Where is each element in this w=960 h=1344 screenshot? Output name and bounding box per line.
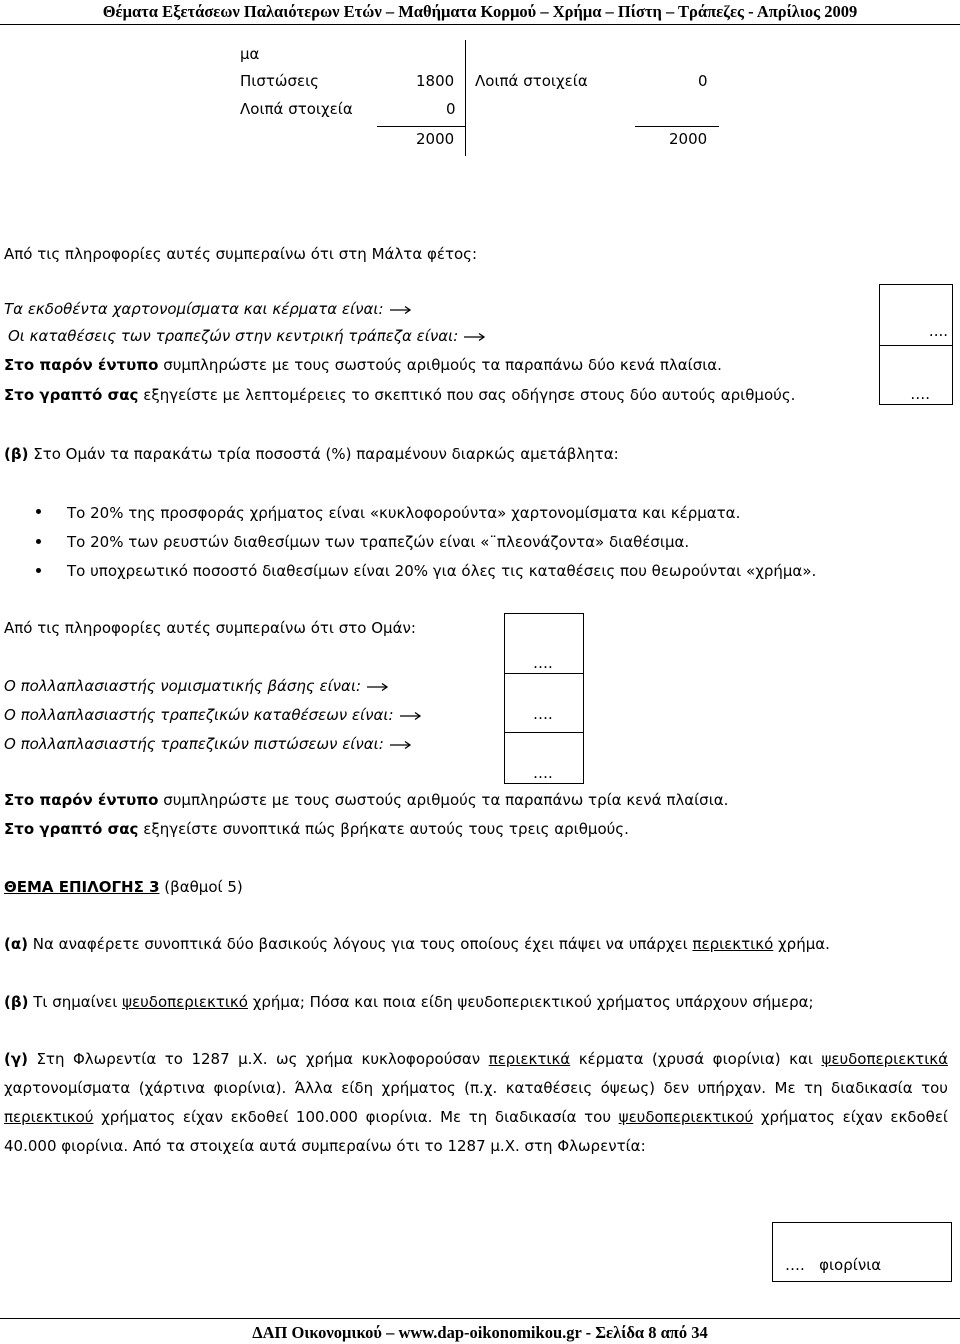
malta-q1-text: Τα εκδοθέντα χαρτονομίσματα και κέρματα είναι: <box>4 300 384 318</box>
theme-question-b <box>4 992 814 1012</box>
page-header: Θέματα Εξετάσεων Παλαιότερων Ετών – Μαθήματα Κορμού – Χρήμα – Πίστη – Τράπεζες - Απρίλιος 2009 <box>102 2 858 21</box>
florence-answer-box[interactable] <box>772 1222 952 1282</box>
q-underlined: ψευδοπεριεκτικό <box>122 993 248 1011</box>
malta-answer-box-2[interactable] <box>879 345 953 405</box>
oman-q1-text: Ο πολλαπλασιαστής νομισματικής βάσης είναι: <box>4 677 362 695</box>
theme-question-c-line-1 <box>4 1049 948 1069</box>
box-fill: …. φιορίνια <box>785 1256 882 1274</box>
oman-bullet-1: Το 20% της προσφοράς χρήματος είναι «κυκλοφορούντα» χαρτονομίσματα και κέρματα. <box>67 504 741 522</box>
theme-question-a <box>4 934 830 954</box>
q-underlined: περιεκτικού <box>4 1108 94 1126</box>
malta-answer-box-1[interactable] <box>879 284 953 346</box>
q-text: Τι σημαίνει <box>28 993 123 1011</box>
q-underlined: περιεκτικό <box>692 935 774 953</box>
oman-q3-text: Ο πολλαπλασιαστής τραπεζικών πιστώσεων είναι: <box>4 735 384 753</box>
q-underlined: περιεκτικά <box>488 1050 571 1068</box>
theme-question-c-line-3 <box>4 1107 948 1127</box>
taccount-left-total-rule <box>377 126 465 127</box>
instr-rest: συμπληρώστε με τους σωστούς αριθμούς τα παραπάνω δύο κενά πλαίσια. <box>158 356 722 374</box>
taccount-row1-left-value: 1800 <box>416 72 455 90</box>
item-label: (γ) <box>4 1050 28 1068</box>
item-label: (α) <box>4 935 29 953</box>
q-text: Να αναφέρετε συνοπτικά δύο βασικούς λόγους για τους οποίους έχει πάψει να υπάρχει <box>28 935 693 953</box>
item-label: (β) <box>4 993 29 1011</box>
right-arrow-icon <box>367 682 389 692</box>
oman-bullet-2: Το 20% των ρευστών διαθεσίμων των τραπεζών είναι «¨πλεονάζοντα» διαθέσιμα. <box>67 533 690 551</box>
malta-instruction-2 <box>4 385 795 405</box>
instr-rest: εξηγείστε με λεπτομέρειες το σκεπτικό που σας οδήγησε στους δύο αυτούς αριθμούς. <box>138 386 796 404</box>
oman-question-2 <box>4 705 422 725</box>
item-label: (β) <box>4 445 29 463</box>
box-fill: …. <box>533 654 553 672</box>
page-footer: ΔΑΠ Οικονομικού – www.dap-oikonomikou.gr - Σελίδα 8 από 34 <box>252 1323 708 1342</box>
taccount-total-left: 2000 <box>416 130 455 148</box>
bullet-icon <box>36 568 41 573</box>
taccount-row2-left-value: 0 <box>446 100 456 118</box>
box-fill: …. <box>533 705 553 723</box>
q-underlined: ψευδοπεριεκτικού <box>618 1108 754 1126</box>
header-rule <box>0 24 960 25</box>
taccount-right-total-rule <box>635 126 719 127</box>
oman-question-3 <box>4 734 412 754</box>
oman-answer-box-2[interactable] <box>504 673 584 733</box>
oman-intro <box>4 444 619 464</box>
q-text: κέρματα (χρυσά φιορίνια) και <box>570 1050 822 1068</box>
q-text: χρήματος είχαν εκδοθεί 100.000 φιορίνια. Με τη διαδικασία του <box>93 1108 619 1126</box>
oman-intro-text: Στο Ομάν τα παρακάτω τρία ποσοστά (%) παραμένουν διαρκώς αμετάβλητα: <box>28 445 619 463</box>
box-fill: …. <box>910 385 930 403</box>
taccount-row1-left-label: Πιστώσεις <box>240 72 319 90</box>
footer-rule <box>0 1318 960 1319</box>
theme-title-text: ΘΕΜΑ ΕΠΙΛΟΓΗΣ 3 <box>4 878 160 896</box>
oman-instruction-2 <box>4 819 629 839</box>
taccount-row1-right-label: Λοιπά στοιχεία <box>475 72 588 90</box>
right-arrow-icon <box>400 711 422 721</box>
taccount-total-right: 2000 <box>669 130 708 148</box>
oman-bullet-3: Το υποχρεωτικό ποσοστό διαθεσίμων είναι 20% για όλες τις καταθέσεις που θεωρούνται «χρήμα». <box>67 562 817 580</box>
taccount-row2-left-label: Λοιπά στοιχεία <box>240 100 353 118</box>
q-text: Στη Φλωρεντία το 1287 μ.Χ. ως χρήμα κυκλοφορούσαν <box>27 1050 489 1068</box>
right-arrow-icon <box>390 740 412 750</box>
instr-bold: Στο παρόν έντυπο <box>4 356 159 374</box>
malta-q2-text: Οι καταθέσεις των τραπεζών στην κεντρική τράπεζα είναι: <box>8 327 459 345</box>
instr-rest: συμπληρώστε με τους σωστούς αριθμούς τα παραπάνω τρία κενά πλαίσια. <box>158 791 729 809</box>
oman-instruction-1 <box>4 790 728 810</box>
q-underlined: ψευδοπεριεκτικά <box>821 1050 948 1068</box>
taccount-top-label: μα <box>240 45 260 63</box>
q-text-end: χρήμα. <box>773 935 830 953</box>
taccount-divider <box>465 40 466 156</box>
instr-rest: εξηγείστε συνοπτικά πώς βρήκατε αυτούς τους τρεις αριθμούς. <box>138 820 629 838</box>
oman-q2-text: Ο πολλαπλασιαστής τραπεζικών καταθέσεων είναι: <box>4 706 394 724</box>
bullet-icon <box>36 539 41 544</box>
box-fill: .... <box>928 322 948 340</box>
theme-question-c-line-4: 40.000 φιορίνια. Από τα στοιχεία αυτά συμπεραίνω ότι το 1287 μ.Χ. στη Φλωρεντία: <box>4 1137 646 1155</box>
instr-bold: Στο γραπτό σας <box>4 820 139 838</box>
q-text-end: χρήμα; Πόσα και ποια είδη ψευδοπεριεκτικού χρήματος υπάρχουν σήμερα; <box>247 993 814 1011</box>
oman-question-1 <box>4 676 389 696</box>
right-arrow-icon <box>464 332 486 342</box>
theme-points: (βαθμοί 5) <box>159 878 243 896</box>
q-text: χρήματος είχαν εκδοθεί <box>753 1108 949 1126</box>
theme-title <box>4 877 243 897</box>
oman-answer-box-1[interactable] <box>504 613 584 674</box>
oman-conclusion: Από τις πληροφορίες αυτές συμπεραίνω ότι στο Ομάν: <box>4 619 416 637</box>
right-arrow-icon <box>390 305 412 315</box>
instr-bold: Στο γραπτό σας <box>4 386 139 404</box>
bullet-icon <box>36 509 41 514</box>
malta-intro: Από τις πληροφορίες αυτές συμπεραίνω ότι στη Μάλτα φέτος: <box>4 245 478 263</box>
taccount-row1-right-value: 0 <box>698 72 708 90</box>
instr-bold: Στο παρόν έντυπο <box>4 791 159 809</box>
malta-question-1 <box>4 299 412 319</box>
oman-answer-box-3[interactable] <box>504 732 584 784</box>
theme-question-c-line-2: χαρτονομίσματα (χάρτινα φιορίνια). Άλλα είδη χρήματος (π.χ. καταθέσεις όψεως) δεν υπήρχαν. Με τη διαδικασία του <box>4 1079 948 1097</box>
malta-instruction-1 <box>4 355 722 375</box>
malta-question-2 <box>8 326 486 346</box>
box-fill: …. <box>533 764 553 782</box>
